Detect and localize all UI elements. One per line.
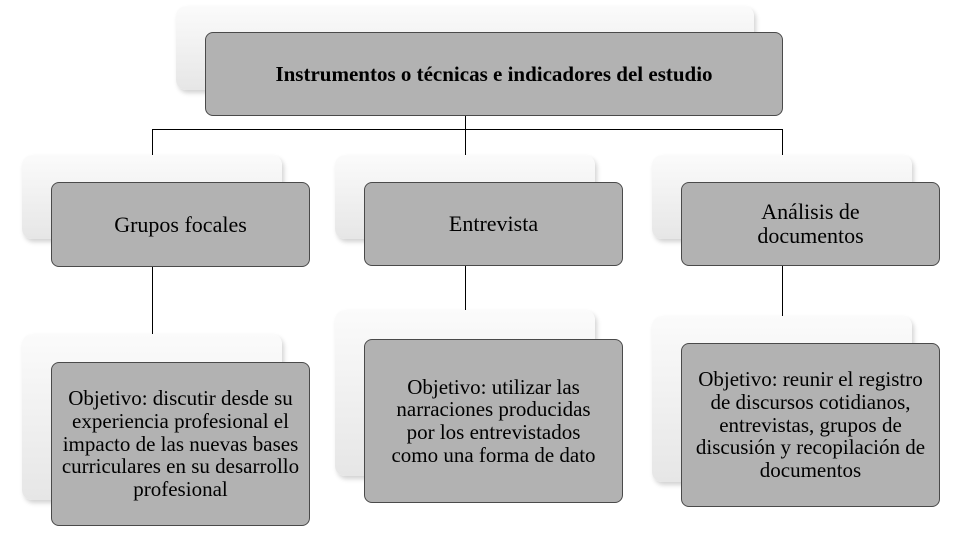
connector-1-down: [152, 267, 153, 334]
category-label: Entrevista: [448, 211, 539, 237]
connector-branch-2: [465, 129, 466, 155]
objective-text: Objetivo: discutir desde su experiencia profesional el impacto de las nuevas bases curriculares en su desarrollo profesional: [61, 386, 300, 501]
category-box-grupos-focales: [51, 182, 310, 267]
objective-box-grupos-focales: [51, 362, 310, 526]
connector-3-down: [782, 266, 783, 316]
category-box-analisis-documentos: [681, 182, 940, 266]
diagram-title: Instrumentos o técnicas e indicadores del estudio: [275, 61, 713, 86]
connector-branch-1: [152, 129, 153, 155]
objective-text: Objetivo: reunir el registro de discursos cotidianos, entrevistas, grupos de discusión y recopilación de documentos: [695, 367, 926, 482]
objective-box-entrevista: [364, 339, 623, 503]
objective-text: Objetivo: utilizar las narraciones producidas por los entrevistados como una forma de dato: [391, 374, 596, 467]
category-box-entrevista: [364, 182, 623, 266]
connector-branch-3: [782, 129, 783, 155]
connector-2-down: [465, 266, 466, 310]
connector-horizontal: [152, 129, 783, 130]
objective-box-analisis-documentos: [681, 343, 940, 507]
connector-root-vertical: [465, 116, 466, 130]
diagram-title-box: [205, 32, 783, 116]
category-label: Grupos focales: [114, 211, 247, 237]
category-label: Análisis de documentos: [757, 199, 864, 248]
